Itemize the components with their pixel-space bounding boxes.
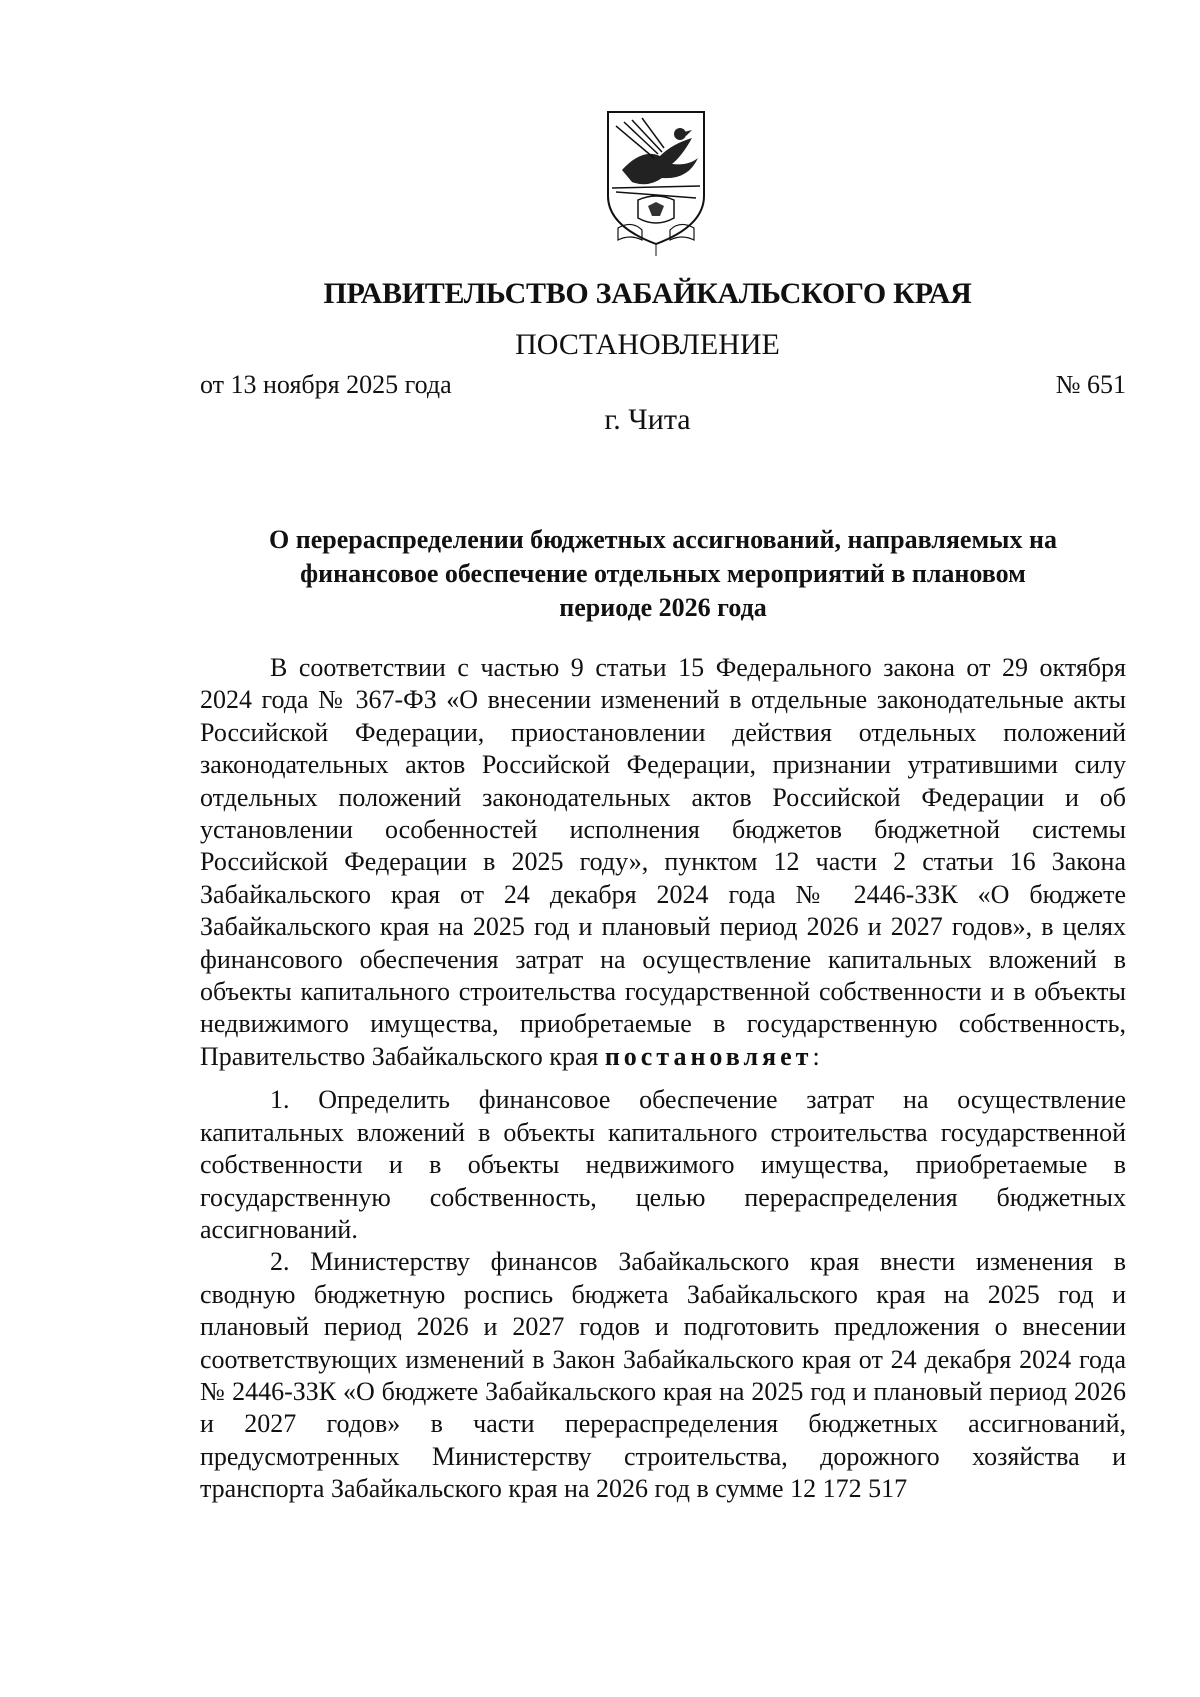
document-body <box>200 652 1126 1506</box>
subject-line: финансовое обеспечение отдельных мероприятий в плановом <box>300 559 1026 588</box>
resolves-colon: : <box>812 1041 820 1071</box>
subject-line: О перераспределении бюджетных ассигнований, направляемых на <box>269 525 1057 554</box>
item-2-paragraph: 2. Министерству финансов Забайкальского края внести изменения в сводную бюджетную роспись бюджета Забайкальского края на 2025 год и плановый период 2026 и 2027 годов и подготовить предложения о внесении соответствующих изменений в Закон Забайкальского края от 24 декабря 2024 года № 2446-ЗЗК «О бюджете Забайкальского края на 2025 год и плановый период 2026 и 2027 годов» в части перераспределения бюджетных ассигнований, предусмотренных Министерству строительства, дорожного хозяйства и транспорта Забайкальского края на 2026 год в сумме 12 172 517 <box>200 1247 1126 1504</box>
coat-of-arms-icon <box>602 108 710 258</box>
preamble-text: В соответствии с частью 9 статьи 15 Федерального закона от 29 октября 2024 года № 367-ФЗ «О внесении изменений в отдельные законодательные акты Российской Федерации, приостановлении действия отдельных положений законодательных актов Российской Федерации, признании утратившими силу отдельных положений законодательных актов Российской Федерации и об установлении особенностей исполнения бюджетов бюджетной системы Российской Федерации в 2025 году», пунктом 12 части 2 статьи 16 Закона Забайкальского края от 24 декабря 2024 года № 2446-ЗЗК «О бюджете Забайкальского края на 2025 год и плановый период 2026 и 2027 годов», в целях финансового обеспечения затрат на осуществление капитальных вложений в объекты капитального строительства государственной собственности и в объекты недвижимого имущества, приобретаемые в государственную собственность, Правительство Забайкальского края <box>200 653 1126 1071</box>
document-city: г. Чита <box>604 403 691 436</box>
document-subject <box>200 523 1126 625</box>
resolves-word: постановляет <box>604 1041 813 1071</box>
document-type: ПОСТАНОВЛЕНИЕ <box>515 328 780 361</box>
preamble-paragraph <box>200 652 1126 1073</box>
document-date: от 13 ноября 2025 года <box>200 370 452 399</box>
organization-title: ПРАВИТЕЛЬСТВО ЗАБАЙКАЛЬСКОГО КРАЯ <box>323 277 972 310</box>
document-number: № 651 <box>1055 370 1126 399</box>
subject-line: периоде 2026 года <box>559 593 767 622</box>
item-1-paragraph: 1. Определить финансовое обеспечение затрат на осуществление капитальных вложений в объекты капитального строительства государственной собственности и в объекты недвижимого имущества, приобретаемые в государственную собственность, целью перераспределения бюджетных ассигнований. <box>200 1085 1126 1244</box>
